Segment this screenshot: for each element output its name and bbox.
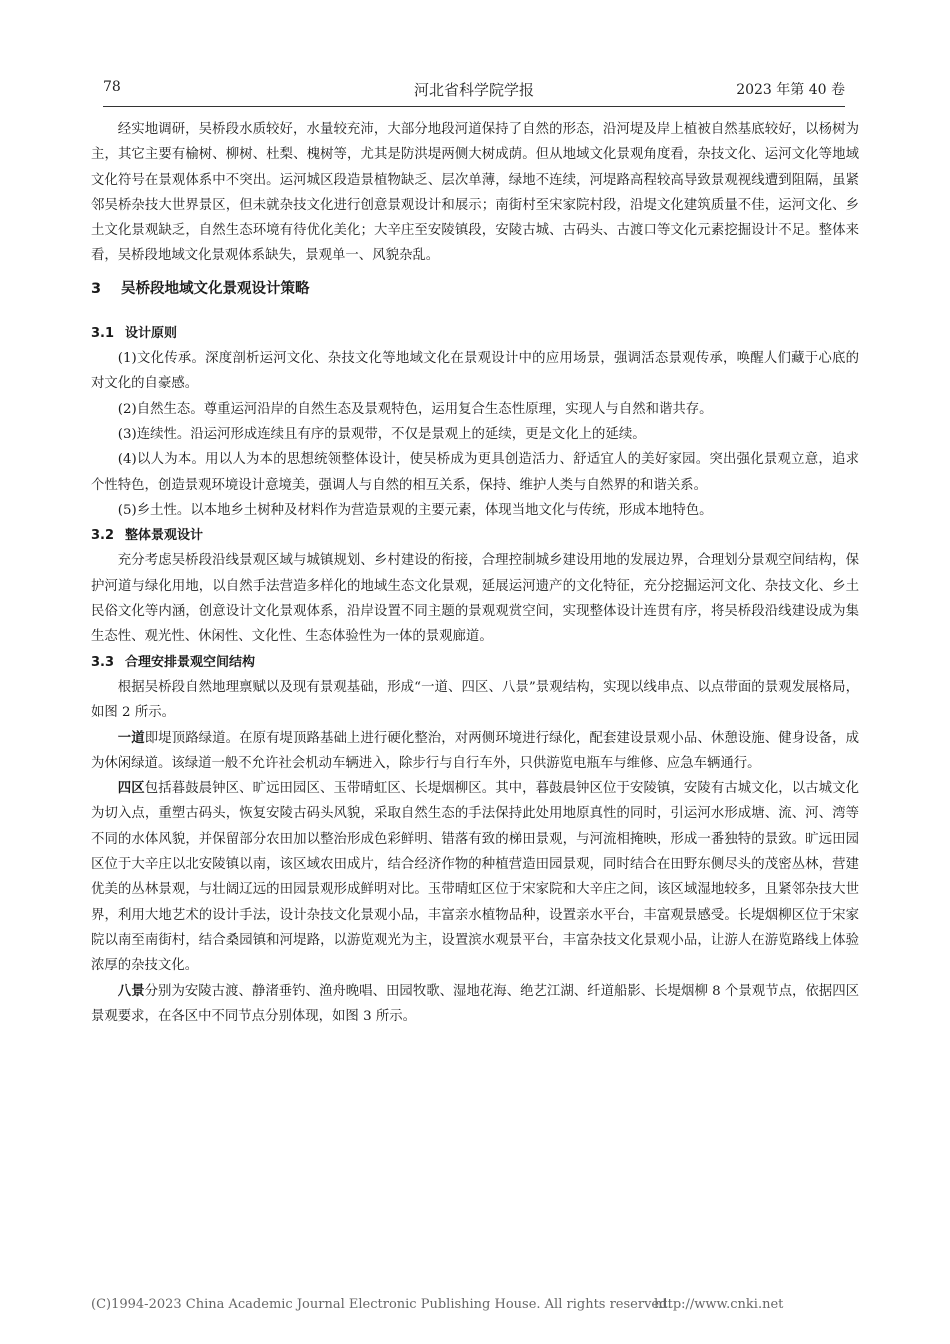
journal-title: 河北省科学院学报 [413, 81, 534, 99]
section-3-title: 吴桥段地域文化景观设计策略 [121, 280, 310, 297]
section-3-2-number: 3.2 [91, 528, 115, 544]
bajing-text: 分别为安陵古渡、静渚垂钓、渔舟晚唱、田园牧歌、湿地花海、绝艺江湖、纤道船影、长堤烟柳 8 个景观节点，依据四区景观要求，在各区中不同节点分别体现，如图 3 所示。 [91, 983, 860, 1024]
principle-item: (1)文化传承。深度剖析运河文化、杂技文化等地域文化在景观设计中的应用场景，强调活态景观传承，唤醒人们藏于心底的对文化的自豪感。 [91, 351, 859, 392]
section-3-1-heading [91, 321, 859, 346]
page-header [103, 79, 845, 103]
yidao-keyword: 一道 [117, 729, 145, 746]
section-3-2-title: 整体景观设计 [125, 528, 204, 544]
page-footer [91, 1297, 791, 1312]
principle-item: (4)以人为本。用以人为本的思想统领整体设计，使吴桥成为更具创造活力、舒适宜人的美好家园。突出强化景观立意，追求个性特色，创造景观环境设计意境美，强调人与自然的相互关系，保持、维护人类与自然界的和谐关系。 [91, 452, 859, 493]
header-rule [103, 106, 845, 107]
siqu-text: 包括暮鼓晨钟区、旷远田园区、玉带晴虹区、长堤烟柳区。其中，暮鼓晨钟区位于安陵镇，安陵有古城文化，以古城文化为切入点，重塑古码头，恢复安陵古码头风貌，采取自然生态的手法保持此处用地原真性的同时，引运河水形成塘、流、河、湾等不同的水体风貌，并保留部分农田加以整治形成色彩鲜明、错落有致的梯田景观，与河流相掩映，形成一番独特的景致。旷远田园区位于大辛庄以北安陵镇以南，该区域农田成片，结合经济作物的种植营造田园景观，同时结合在田野东侧尽头的茂密丛林，营建优美的丛林景观，与壮阔辽远的田园景观形成鲜明对比。玉带晴虹区位于宋家院和大辛庄之间，该区域湿地较多，且紧邻杂技大世界，利用大地艺术的设计手法，设计杂技文化景观小品，丰富亲水植物品种，设置亲水平台，丰富观景感受。长堤烟柳区位于宋家院以南至南街村，结合桑园镇和河堤路，以游览观光为主，设置滨水观景平台，丰富杂技文化景观小品，让游人在游览路线上体验浓厚的杂技文化。 [91, 781, 860, 974]
yidao-paragraph [91, 726, 859, 777]
section-3-number: 3 [91, 280, 102, 297]
yidao-text: 即堤顶路绿道。在原有堤顶路基础上进行硬化整治，对两侧环境进行绿化，配套建设景观小品、休憩设施、健身设备，成为休闲绿道。该绿道一般不允许社会机动车辆进入，除步行与自行车外，只供游览电瓶车与维修、应急车辆通行。 [91, 730, 860, 771]
section-3-3-title: 合理安排景观空间结构 [125, 654, 256, 670]
section-3-2-paragraph: 充分考虑吴桥段沿线景观区域与城镇规划、乡村建设的衔接，合理控制城乡建设用地的发展边界，合理划分景观空间结构，保护河道与绿化用地，以自然手法营造多样化的地域生态文化景观，延展运河遗产的文化特征，充分挖掘运河文化、杂技文化、乡土民俗文化等内涵，创意设计文化景观体系，沿岸设置不同主题的景观观赏空间，实现整体设计连贯有序，将吴桥段沿线建设成为集生态性、观光性、休闲性、文化性、生态体验性为一体的景观廊道。 [91, 553, 859, 645]
principle-item: (2)自然生态。尊重运河沿岸的自然生态及景观特色，运用复合生态性原理，实现人与自然和谐共存。 [117, 401, 713, 417]
bajing-paragraph [91, 979, 859, 1030]
principle-item: (3)连续性。沿运河形成连续且有序的景观带，不仅是景观上的延续，更是文化上的延续。 [117, 426, 646, 442]
volume-info: 2023 年第 40 卷 [736, 82, 845, 98]
principle-item: (5)乡土性。以本地乡土树种及材料作为营造景观的主要元素，体现当地文化与传统，形成本地特色。 [117, 502, 713, 518]
bajing-keyword: 八景 [117, 982, 145, 999]
siqu-paragraph [91, 776, 859, 978]
section-3-1-title: 设计原则 [125, 325, 178, 341]
cnki-link[interactable]: http://www.cnki.net [654, 1297, 784, 1312]
page-number: 78 [103, 79, 121, 95]
section-3-3-intro: 根据吴桥段自然地理禀赋以及现有景观基础，形成“一道、四区、八景”景观结构，实现以线串点、以点带面的景观发展格局，如图 2 所示。 [91, 679, 859, 721]
copyright-notice: (C)1994-2023 China Academic Journal Electronic Publishing House. All rights reserved. [91, 1297, 672, 1312]
section-3-2-heading [91, 523, 859, 548]
section-3-3-number: 3.3 [91, 654, 115, 670]
article-body [91, 117, 859, 1029]
section-3-3-heading [91, 650, 859, 675]
siqu-keyword: 四区 [117, 780, 145, 797]
intro-paragraph: 经实地调研，吴桥段水质较好，水量较充沛，大部分地段河道保持了自然的形态，沿河堤及岸上植被自然基底较好，以杨树为主，其它主要有榆树、柳树、杜梨、槐树等，尤其是防洪堤两侧大树成荫。但从地域文化景观角度看，杂技文化、运河文化等地域文化符号在景观体系中不突出。运河城区段造景植物缺乏、层次单薄，绿地不连续，河堤路高程较高导致景观视线遭到阻隔，虽紧邻吴桥杂技大世界景区，但未就杂技文化进行创意景观设计和展示；南街村至宋家院村段，沿堤文化建筑质量不佳，运河文化、乡土文化景观缺乏，自然生态环境有待优化美化；大辛庄至安陵镇段，安陵古城、古码头、古渡口等文化元素挖掘设计不足。整体来看，吴桥段地域文化景观体系缺失，景观单一、风貌杂乱。 [91, 122, 859, 264]
section-3-heading [91, 277, 859, 302]
section-3-1-number: 3.1 [91, 325, 115, 341]
